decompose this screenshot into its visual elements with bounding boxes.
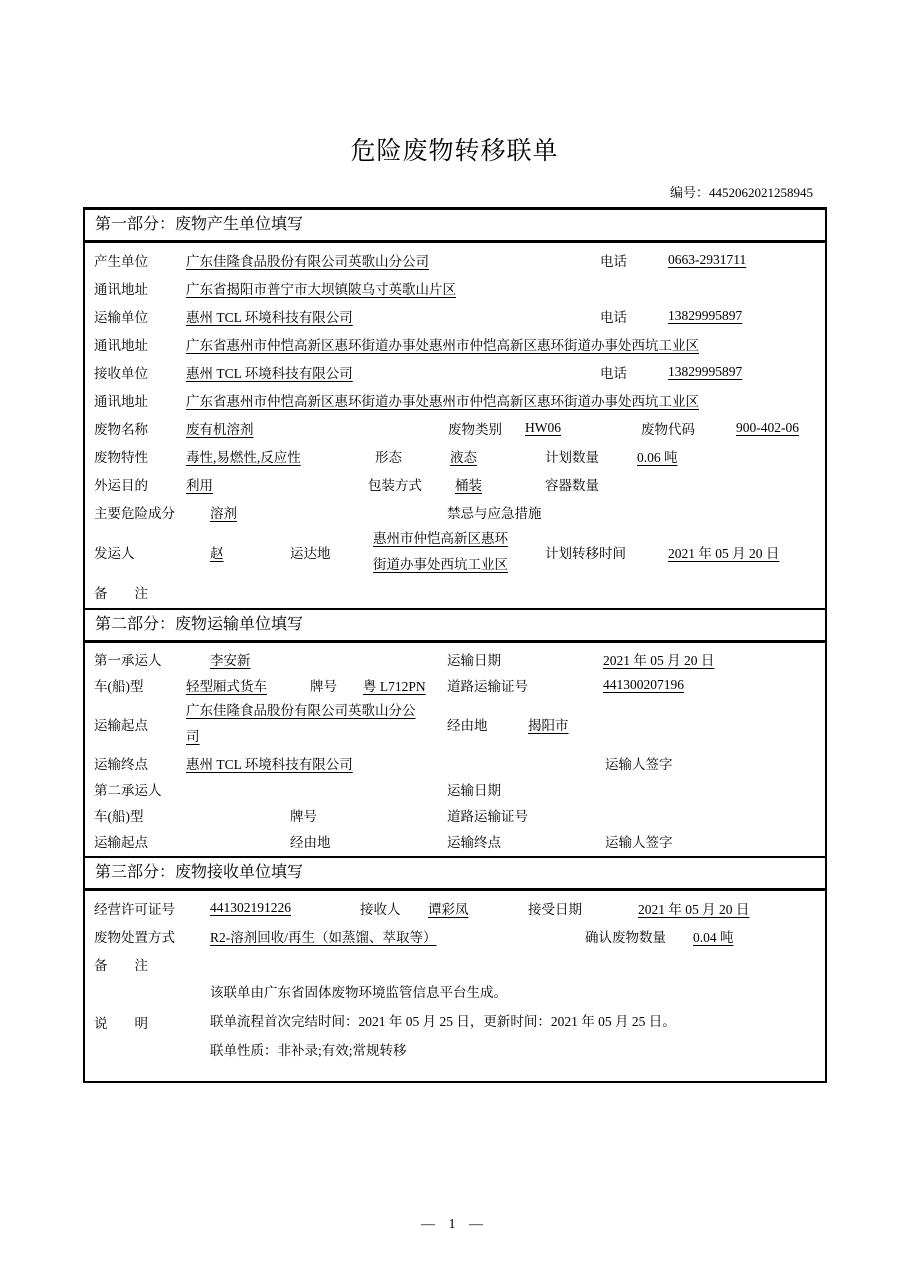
plan-qty-label: 计划数量 [545, 450, 599, 465]
manifest-table [83, 207, 827, 1083]
road-cert2-label: 道路运输证号 [447, 809, 528, 824]
packing-label: 包装方式 [368, 478, 422, 493]
carrier1-value: 李安新 [210, 653, 251, 668]
row-vehicle2 [85, 802, 825, 828]
destination-label: 运达地 [290, 546, 331, 561]
transporter-label: 运输单位 [94, 310, 148, 325]
waste-character-value: 毒性,易燃性,反应性 [186, 450, 301, 465]
producer-address-value: 广东省揭阳市普宁市大坝镇陂乌寸英歌山片区 [186, 282, 456, 297]
row-disposal [85, 922, 825, 950]
transporter-address-label: 通讯地址 [94, 338, 148, 353]
section1-header: 第一部分：废物产生单位填写 [85, 210, 825, 243]
transport-date1-label: 运输日期 [447, 653, 501, 668]
shipper-label: 发运人 [94, 546, 135, 561]
row-s3-note [85, 978, 825, 1079]
license-label: 经营许可证号 [94, 902, 175, 917]
plate2-label: 牌号 [290, 809, 317, 824]
row-origin2 [85, 828, 825, 854]
row-transporter [85, 302, 825, 330]
origin1-value: 广东佳隆食品股份有限公司英歌山分公司 [186, 703, 416, 744]
waste-category-label: 废物类别 [448, 422, 502, 437]
disposal-label: 废物处置方式 [94, 930, 175, 945]
serial-line [83, 182, 827, 201]
row-end1 [85, 750, 825, 776]
end1-value: 惠州 TCL 环境科技有限公司 [186, 757, 353, 772]
transporter-address-value: 广东省惠州市仲恺高新区惠环街道办事处惠州市仲恺高新区惠环街道办事处西坑工业区 [186, 338, 699, 353]
vehicle1-value: 轻型厢式货车 [186, 679, 267, 694]
transport-date1-value: 2021 年 05 月 20 日 [603, 653, 715, 668]
confirm-qty-value: 0.04 吨 [693, 930, 734, 945]
section1-body [85, 243, 825, 608]
section2-body [85, 643, 825, 856]
via1-value: 揭阳市 [528, 718, 569, 733]
receiver-address-label: 通讯地址 [94, 394, 148, 409]
confirm-qty-label: 确认废物数量 [585, 930, 666, 945]
road-cert1-label: 道路运输证号 [447, 679, 528, 694]
row-transporter-address [85, 330, 825, 358]
sign1-label: 运输人签字 [605, 757, 673, 772]
producer-address-label: 通讯地址 [94, 282, 148, 297]
s3-note-line-2: 联单流程首次完结时间：2021 年 05 月 25 日，更新时间：2021 年 05 月 25 日。 [210, 1014, 676, 1029]
s3-note-lines [210, 978, 825, 1065]
row-receiver [85, 358, 825, 386]
receiver-phone-value: 13829995897 [668, 364, 743, 379]
road-cert1-value: 441300207196 [603, 677, 684, 692]
s3-note-label: 说 明 [94, 1015, 148, 1031]
sign2-label: 运输人签字 [605, 835, 673, 850]
receiver-person-value: 谭彩凤 [428, 902, 469, 917]
row-shipper [85, 526, 825, 578]
s3-remark-label: 备 注 [94, 958, 148, 973]
receiver-address-value: 广东省惠州市仲恺高新区惠环街道办事处惠州市仲恺高新区惠环街道办事处西坑工业区 [186, 394, 699, 409]
row-receiver-address [85, 386, 825, 414]
row-carrier1 [85, 646, 825, 672]
license-value: 441302191226 [210, 900, 291, 915]
transporter-phone-value: 13829995897 [668, 308, 743, 323]
section3-header: 第三部分：废物接收单位填写 [85, 856, 825, 891]
purpose-label: 外运目的 [94, 478, 148, 493]
vehicle1-label: 车(船)型 [94, 679, 144, 694]
transport-date2-label: 运输日期 [447, 783, 501, 798]
section2-header: 第二部分：废物运输单位填写 [85, 608, 825, 643]
waste-name-label: 废物名称 [94, 422, 148, 437]
plan-time-label: 计划转移时间 [545, 546, 626, 561]
plate1-value: 粤 L712PN [363, 679, 426, 694]
transporter-phone-label: 电话 [600, 310, 627, 325]
transporter-value: 惠州 TCL 环境科技有限公司 [186, 310, 353, 325]
row-s3-remark [85, 950, 825, 978]
waste-code-value: 900-402-06 [736, 420, 799, 435]
plan-qty-value: 0.06 吨 [637, 450, 678, 465]
via1-label: 经由地 [447, 718, 488, 733]
form-value: 液态 [450, 450, 477, 465]
row-producer [85, 246, 825, 274]
row-license [85, 894, 825, 922]
hazard-value: 溶剂 [210, 506, 237, 521]
row-origin1 [85, 698, 825, 750]
s1-remark-label: 备 注 [94, 586, 148, 601]
receiver-phone-label: 电话 [600, 366, 627, 381]
row-s1-remark [85, 578, 825, 606]
waste-character-label: 废物特性 [94, 450, 148, 465]
s3-note-line-3: 联单性质：非补录;有效;常规转移 [210, 1043, 407, 1058]
page-title: 危险废物转移联单 [350, 138, 559, 165]
producer-label: 产生单位 [94, 254, 148, 269]
waste-name-value: 废有机溶剂 [186, 422, 254, 437]
receiver-label: 接收单位 [94, 366, 148, 381]
form-label: 形态 [375, 450, 402, 465]
receive-date-label: 接受日期 [528, 902, 582, 917]
container-qty-label: 容器数量 [545, 478, 599, 493]
taboo-label: 禁忌与应急措施 [447, 506, 542, 521]
carrier2-label: 第二承运人 [94, 783, 162, 798]
origin2-label: 运输起点 [94, 835, 148, 850]
via2-label: 经由地 [290, 835, 331, 850]
waste-code-label: 废物代码 [641, 422, 695, 437]
origin1-label: 运输起点 [94, 718, 148, 733]
hazard-label: 主要危险成分 [94, 506, 175, 521]
waste-category-value: HW06 [525, 420, 561, 435]
vehicle2-label: 车(船)型 [94, 809, 144, 824]
purpose-value: 利用 [186, 478, 213, 493]
producer-phone-label: 电话 [600, 254, 627, 269]
row-hazard [85, 498, 825, 526]
row-waste-character [85, 442, 825, 470]
row-waste-name [85, 414, 825, 442]
serial-label: 编号： [669, 185, 709, 200]
section3-body [85, 891, 825, 1081]
disposal-value: R2-溶剂回收/再生（如蒸馏、萃取等） [210, 930, 437, 945]
row-vehicle1 [85, 672, 825, 698]
row-purpose [85, 470, 825, 498]
carrier1-label: 第一承运人 [94, 653, 162, 668]
serial-value: 4452062021258945 [709, 185, 813, 200]
end1-label: 运输终点 [94, 757, 148, 772]
plan-time-value: 2021 年 05 月 20 日 [668, 546, 780, 561]
end2-label: 运输终点 [447, 835, 501, 850]
row-carrier2 [85, 776, 825, 802]
row-producer-address [85, 274, 825, 302]
receive-date-value: 2021 年 05 月 20 日 [638, 902, 750, 917]
shipper-value: 赵 [210, 546, 224, 561]
plate1-label: 牌号 [310, 679, 337, 694]
receiver-value: 惠州 TCL 环境科技有限公司 [186, 366, 353, 381]
producer-value: 广东佳隆食品股份有限公司英歌山分公司 [186, 254, 429, 269]
packing-value: 桶装 [455, 478, 482, 493]
s3-note-line-1: 该联单由广东省固体废物环境监管信息平台生成。 [210, 985, 507, 1000]
producer-phone-value: 0663-2931711 [668, 252, 747, 267]
page-number: — 1 — [421, 1217, 488, 1232]
receiver-person-label: 接收人 [360, 902, 401, 917]
destination-value: 惠州市仲恺高新区惠环街道办事处西坑工业区 [373, 531, 508, 572]
